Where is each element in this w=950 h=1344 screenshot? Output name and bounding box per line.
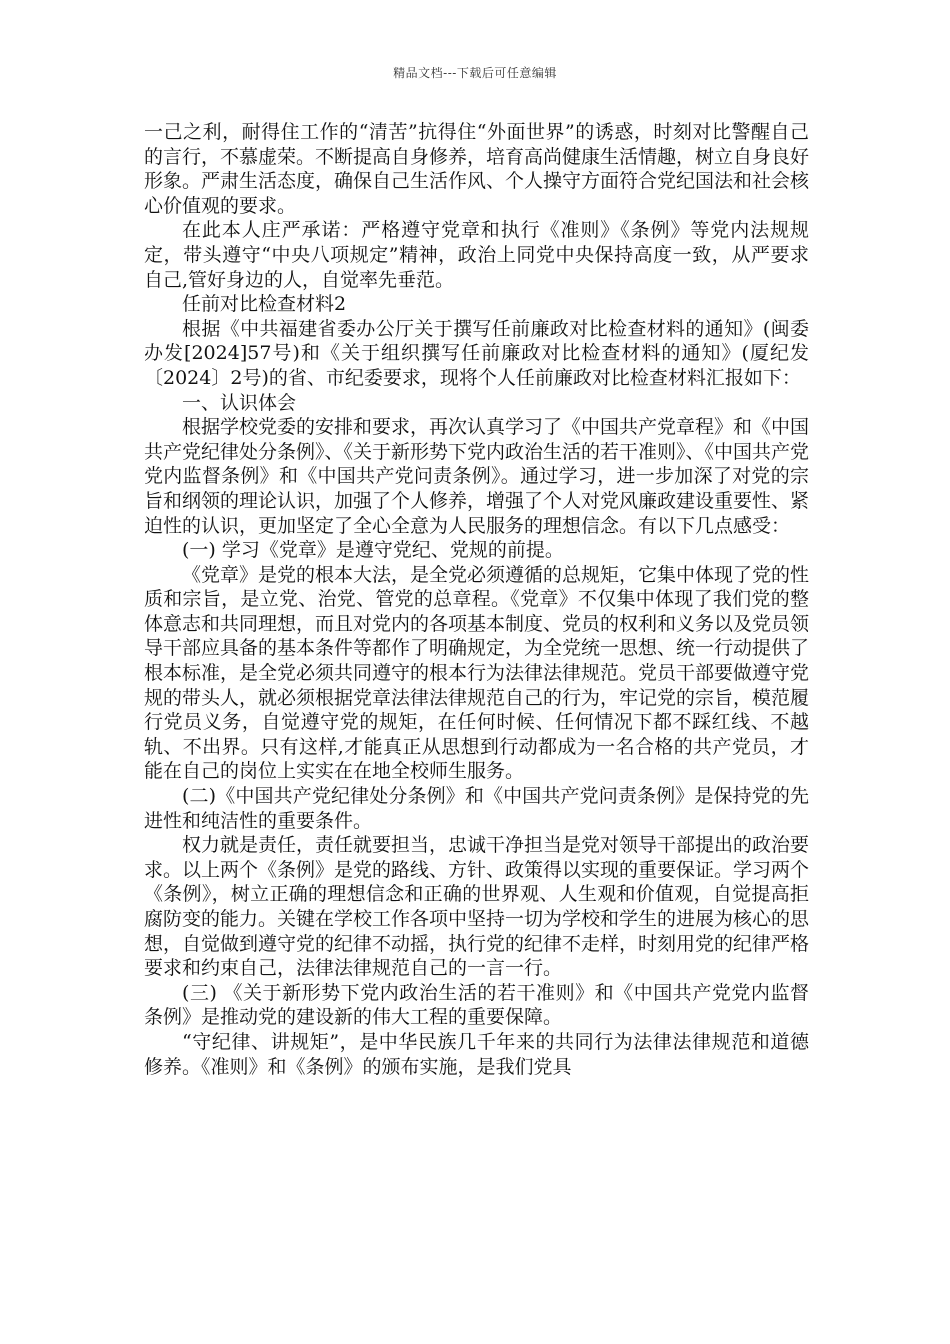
paragraph: 根据《中共福建省委办公厅关于撰写任前廉政对比检查材料的通知》(闽委办发[2024]57号)和《关于组织撰写任前廉政对比检查材料的通知》(厦纪发〔2024〕2号)的省、市纪委要求，现将个人任前廉政对比检查材料汇报如下： [144,317,809,389]
paragraph: “守纪律、讲规矩”，是中华民族几千年来的共同行为法律法律规范和道德修养。《准则》和《条例》的颁布实施，是我们党具 [144,1030,809,1078]
page-header: 精品文档---下载后可任意编辑 [393,66,557,80]
subsection-heading: (三) 《关于新形势下党内政治生活的若干准则》和《中国共产党党内监督条例》是推动党的建设新的伟大工程的重要保障。 [144,981,809,1029]
paragraph: 权力就是责任，责任就要担当，忠诚干净担当是党对领导干部提出的政治要求。以上两个《条例》是党的路线、方针、政策得以实现的重要保证。学习两个《条例》，树立正确的理想信念和正确的世界观、人生观和价值观，自觉提高拒腐防变的能力。关键在学校工作各项中坚持一切为学校和学生的进展为核心的思想，自觉做到遵守党的纪律不动摇，执行党的纪律不走样，时刻用党的纪律严格要求和约束自己，法律法律规范自己的一言一行。 [144,834,810,980]
paragraph: 《党章》是党的根本大法，是全党必须遵循的总规矩，它集中体现了党的性质和宗旨，是立党、治党、管党的总章程。《党章》不仅集中体现了我们党的整体意志和共同理想，而且对党内的各项基本制度、党员的权利和义务以及党员领导干部应具备的基本条件等都作了明确规定，为全党统一思想、统一行动提供了根本标准，是全党必须共同遵守的根本行为法律法律规范。党员干部要做遵守党规的带头人，就必须根据党章法律法律规范自己的行为，牢记党的宗旨，模范履行党员义务，自觉遵守党的规矩，在任何时候、任何情况下都不踩红线、不越轨、不出界。只有这样,才能真正从思想到行动都成为一名合格的共产党员，才能在自己的岗位上实实在在地全校师生服务。 [144,563,810,783]
subsection-heading: (二)《中国共产党纪律处分条例》和《中国共产党问责条例》是保持党的先进性和纯洁性的重要条件。 [144,785,809,832]
document-body [144,120,809,1079]
paragraph: 在此本人庄严承诺：严格遵守党章和执行《准则》《条例》等党内法规规定，带头遵守“中央八项规定”精神，政治上同党中央保持高度一致，从严要求自己,管好身边的人，自觉率先垂范。 [144,219,809,291]
section-title: 任前对比检查材料2 [182,293,347,316]
subsection-heading: (一) 学习《党章》是遵守党纪、党规的前提。 [182,539,564,562]
section-heading: 一、认识体会 [182,391,297,414]
paragraph: 根据学校党委的安排和要求，再次认真学习了《中国共产党章程》和《中国共产党纪律处分条例》、《关于新形势下党内政治生活的若干准则》、《中国共产党党内监督条例》和《中国共产党问责条例》。通过学习，进一步加深了对党的宗旨和纲领的理论认识，加强了个人修养，增强了个人对党风廉政建设重要性、紧迫性的认识，更加坚定了全心全意为人民服务的理想信念。有以下几点感受： [144,416,810,537]
paragraph: 一己之利，耐得住工作的“清苦”抗得住“外面世界”的诱惑，时刻对比警醒自己的言行，不慕虚荣。不断提高自身修养，培育高尚健康生活情趣，树立自身良好形象。严肃生活态度，确保自己生活作风、个人操守方面符合党纪国法和社会核心价值观的要求。 [144,121,810,217]
